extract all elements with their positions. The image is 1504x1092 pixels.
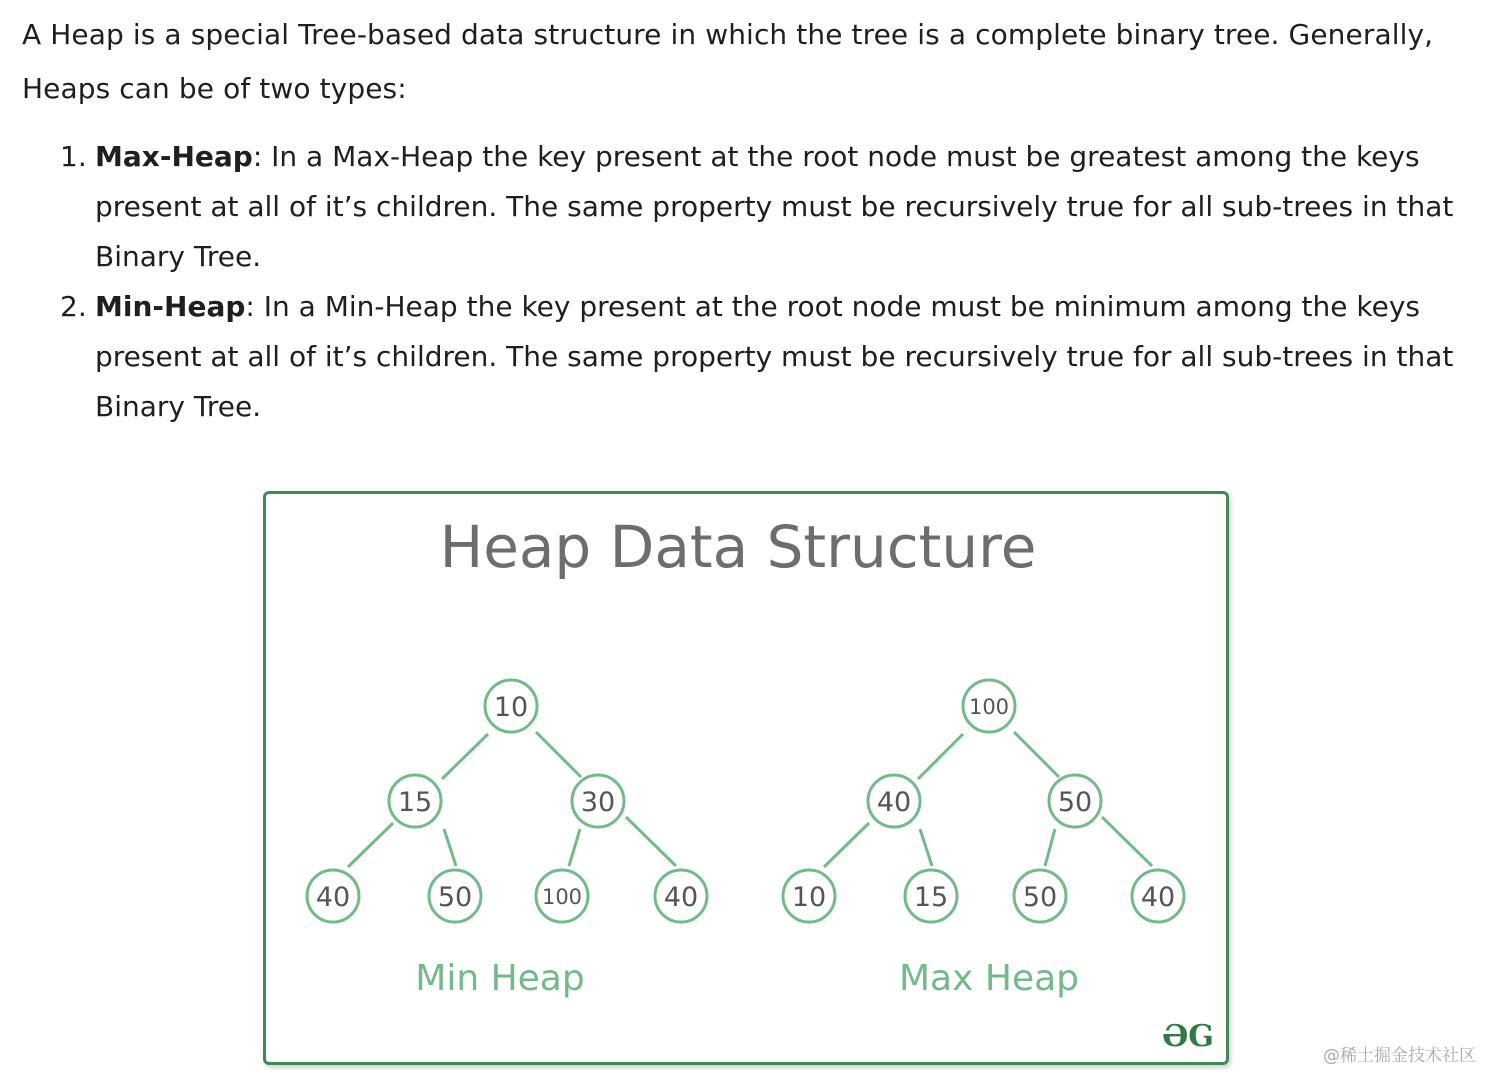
max-heap-node [1132,870,1184,922]
list-item [60,282,1460,432]
node-value: 100 [968,695,1010,719]
min-heap-description: : In a Min-Heap the key present at the root node must be minimum among the keys present at all of it’s children. The same property must be recursively true for all sub-trees in that Binary Tree. [95,290,1454,423]
min-heap-node [536,870,588,922]
node-value: 10 [493,692,529,723]
max-heap-node [963,680,1015,732]
geeksforgeeks-logo: ƏG [1162,1019,1214,1054]
list-number: 2. [60,290,87,323]
node-value: 40 [315,882,351,913]
max-heap-term: Max-Heap [95,140,253,173]
tree-edge [626,817,676,866]
node-value: 15 [397,787,433,818]
node-value: 40 [663,882,699,913]
heap-diagram-svg [266,494,1226,1062]
min-heap-node [429,870,481,922]
min-heap-node [307,870,359,922]
watermark-text: @稀土掘金技术社区 [1323,1046,1476,1066]
tree-edge [444,829,456,866]
tree-edge [1045,829,1055,866]
list-item [60,132,1460,282]
tree-edge [824,823,869,867]
min-heap-label: Min Heap [415,958,585,999]
max-heap-node [783,870,835,922]
tree-edge [1102,817,1152,866]
tree-edge [918,734,963,779]
heap-types-list [60,132,1460,432]
intro-paragraph: A Heap is a special Tree-based data structure in which the tree is a complete binary tree. Generally, Heaps can be of two types: [22,18,1434,105]
max-heap-node [905,870,957,922]
tree-edge [348,823,393,867]
node-value: 40 [1140,882,1176,913]
node-value: 100 [541,885,583,909]
list-number: 1. [60,140,87,173]
max-heap-label: Max Heap [899,958,1079,999]
max-heap-node [868,775,920,827]
tree-edge [569,829,580,866]
min-heap-node [572,775,624,827]
figure-title: Heap Data Structure [439,513,1037,581]
node-value: 15 [913,882,949,913]
max-heap-description: : In a Max-Heap the key present at the root node must be greatest among the keys present at all of it’s children. The same property must be recursively true for all sub-trees in that Binary Tree. [95,140,1454,273]
heap-diagram-figure [263,491,1229,1065]
tree-edge [442,734,488,779]
min-heap-term: Min-Heap [95,290,246,323]
max-heap-node [1049,775,1101,827]
node-value: 30 [580,787,616,818]
tree-edge [1014,732,1059,777]
node-value: 50 [437,882,473,913]
node-value: 50 [1057,787,1093,818]
node-value: 40 [876,787,912,818]
node-value: 10 [791,882,827,913]
max-heap-node [1014,870,1066,922]
min-heap-node [655,870,707,922]
min-heap-node [389,775,441,827]
min-heap-node [485,680,537,732]
tree-edge [536,732,581,777]
node-value: 50 [1022,882,1058,913]
tree-edge [920,829,932,866]
